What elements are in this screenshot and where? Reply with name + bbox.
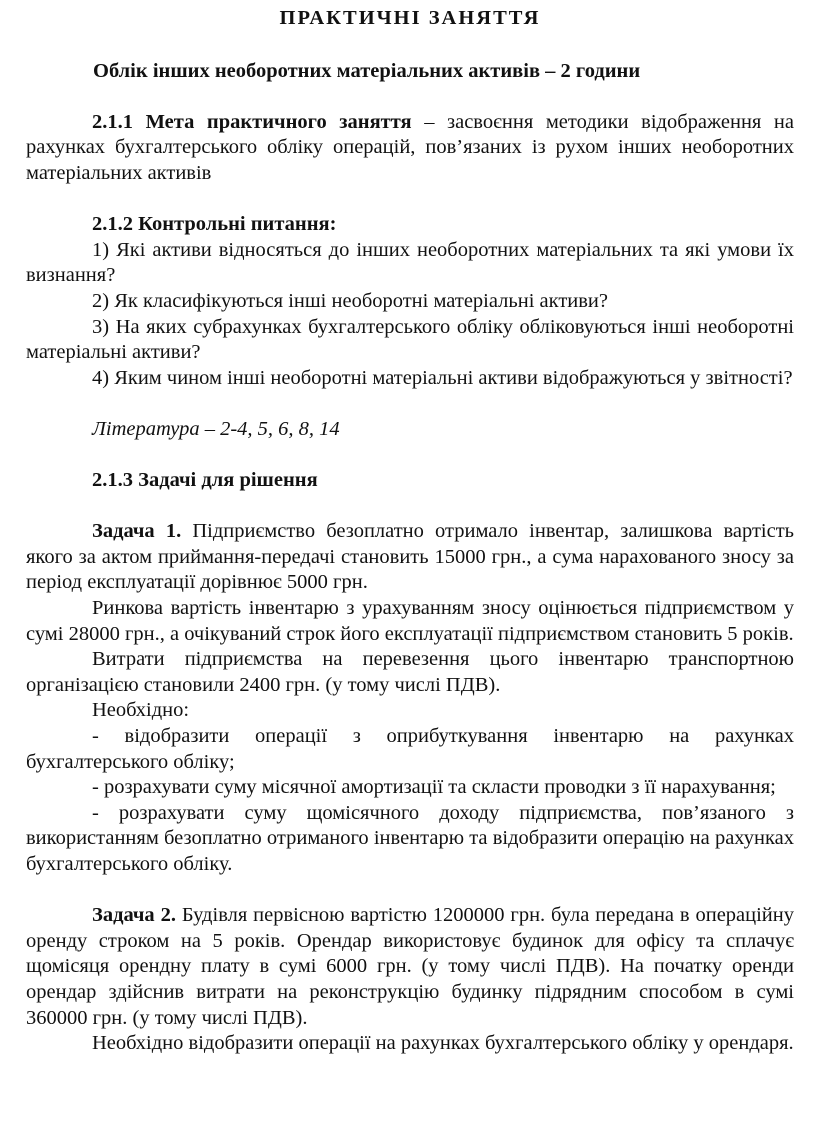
task1-paragraph-3: Витрати підприємства на перевезення цього інвентарю транспортною організацією становили 2400 грн. (у тому числі ПДВ). (26, 648, 794, 696)
task1-item-3: - розрахувати суму щомісячного доходу підприємства, пов’язаного з використанням безоплатно отриманого інвентарю та відобразити операцію на рахунках бухгалтерського обліку. (26, 801, 794, 875)
tasks-heading: 2.1.3 Задачі для рішення (92, 469, 318, 492)
task1-item-2: - розрахувати суму місячної амортизації та скласти проводки з її нарахування; (92, 776, 776, 799)
task1-item-1: - відобразити операції з оприбуткування інвентарю на рахунках бухгалтерського обліку; (26, 725, 794, 773)
task1-paragraph-2: Ринкова вартість інвентарю з урахуванням зносу оцінюється підприємством у сумі 28000 грн., а очікуваний строк його експлуатації підприємством становить 5 років. (26, 597, 794, 645)
question-3: 3) На яких субрахунках бухгалтерського обліку обліковуються інші необоротні матеріальні активи? (26, 315, 794, 364)
goal-heading: 2.1.1 Мета практичного заняття (92, 110, 412, 133)
control-heading: 2.1.2 Контрольні питання: (92, 213, 337, 236)
question-4: 4) Яким чином інші необоротні матеріальні активи відображуються у звітності? (92, 366, 793, 389)
task1-text-1: Підприємство безоплатно отримало інвентар, залишкова вартість якого за актом приймання-передачі становить 15000 грн., а сума нарахованого зносу за період експлуатації дорівнює 5000 грн. (26, 520, 794, 594)
task2-paragraph-2: Необхідно відобразити операції на рахунках бухгалтерського обліку у орендаря. (92, 1032, 794, 1055)
page-title: ПРАКТИЧНІ ЗАНЯТТЯ (279, 7, 541, 29)
task1-paragraph-4: Необхідно: (92, 699, 190, 722)
question-1: 1) Які активи відносяться до інших необоротних матеріальних та які умови їх визнання? (26, 238, 794, 287)
literature-line: Література – 2-4, 5, 6, 8, 14 (92, 417, 340, 440)
goal-paragraph (26, 110, 794, 187)
task2-paragraph-1 (26, 903, 794, 1031)
task1-paragraph-1 (26, 519, 794, 596)
question-2: 2) Як класифікуються інші необоротні матеріальні активи? (92, 289, 608, 312)
task2-text-1: Будівля первісною вартістю 1200000 грн. була передана в операційну оренду строком на 5 років. Орендар використовує будинок для офісу та сплачує щомісяця орендну плату в сумі 6000 грн. (у тому числі ПДВ). На початку оренди орендар здійснив витрати на реконструкцію будинку підрядним способом в сумі 360000 грн. (у тому числі ПДВ). (26, 904, 794, 1029)
task1-label: Задача 1. (92, 520, 182, 543)
task2-label: Задача 2. (92, 904, 176, 927)
goal-text: – засвоєння методики відображення на рахунках бухгалтерського обліку операцій, пов’язаних із рухом інших необоротних матеріальних активів (26, 110, 794, 184)
page-subtitle: Облік інших необоротних матеріальних активів – 2 години (93, 59, 641, 82)
